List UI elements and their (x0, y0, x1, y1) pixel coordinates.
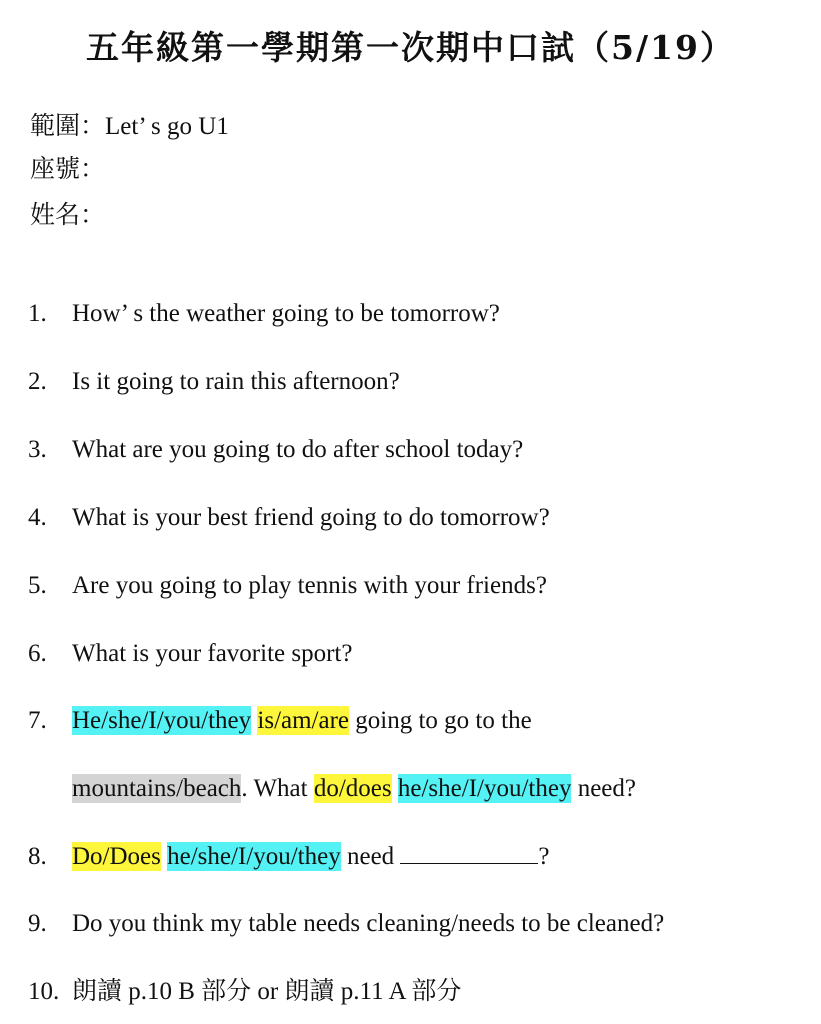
question-text: What is your best friend going to do tomorrow? (72, 504, 550, 531)
question-text: How’ s the weather going to be tomorrow? (72, 300, 500, 327)
question-number: 4. (28, 504, 47, 531)
pronoun-options-highlight: he/she/I/you/they (167, 843, 341, 870)
question-6 (28, 637, 352, 671)
question-number: 3. (28, 436, 47, 463)
range-label: 範圍： (30, 113, 106, 140)
range-value: Let’ s go U1 (105, 113, 229, 140)
place-options-highlight: mountains/beach (72, 775, 242, 802)
question-8 (28, 840, 550, 874)
question-number: 7. (28, 707, 47, 734)
range-line (30, 106, 229, 142)
pronoun-options-highlight: he/she/I/you/they (397, 775, 572, 802)
seat-number-label: 座號： (30, 156, 106, 183)
question-text: need (340, 843, 401, 870)
question-text: What are you going to do after school today? (72, 436, 524, 463)
question-number: 6. (28, 640, 47, 667)
question-7 (28, 704, 532, 738)
answer-blank-line (400, 841, 538, 864)
question-number: 9. (28, 910, 47, 937)
be-verb-options-highlight: is/am/are (257, 707, 350, 734)
do-does-options-highlight: Do/Does (72, 843, 161, 870)
page-title: 五年級第一學期第一次期中口試（5/19） (86, 28, 735, 67)
question-text: What is your favorite sport? (72, 640, 353, 667)
name-label: 姓名： (30, 202, 106, 229)
question-text: Is it going to rain this afternoon? (72, 368, 400, 395)
question-number: 8. (28, 843, 47, 870)
question-9 (28, 907, 664, 941)
question-3 (28, 433, 523, 467)
question-2 (28, 365, 400, 399)
question-text: need? (571, 775, 636, 802)
question-text: going to go to the (349, 707, 532, 734)
question-text: Do you think my table needs cleaning/needs to be cleaned? (72, 910, 665, 937)
question-number: 2. (28, 368, 47, 395)
question-4 (28, 501, 550, 535)
question-number: 5. (28, 572, 47, 599)
question-text: 朗讀 p.10 B 部分 or 朗讀 p.11 A 部分 (72, 978, 462, 1005)
question-text: Are you going to play tennis with your friends? (72, 572, 547, 599)
question-10 (28, 975, 461, 1009)
question-5 (28, 569, 547, 603)
question-7-continued (72, 772, 636, 806)
question-mark: ? (538, 843, 550, 870)
do-does-options-highlight: do/does (313, 775, 392, 802)
question-number: 1. (28, 300, 47, 327)
pronoun-options-highlight: He/she/I/you/they (72, 707, 252, 734)
question-number: 10. (28, 978, 60, 1005)
question-text: . What (241, 775, 314, 802)
question-1 (28, 297, 500, 331)
